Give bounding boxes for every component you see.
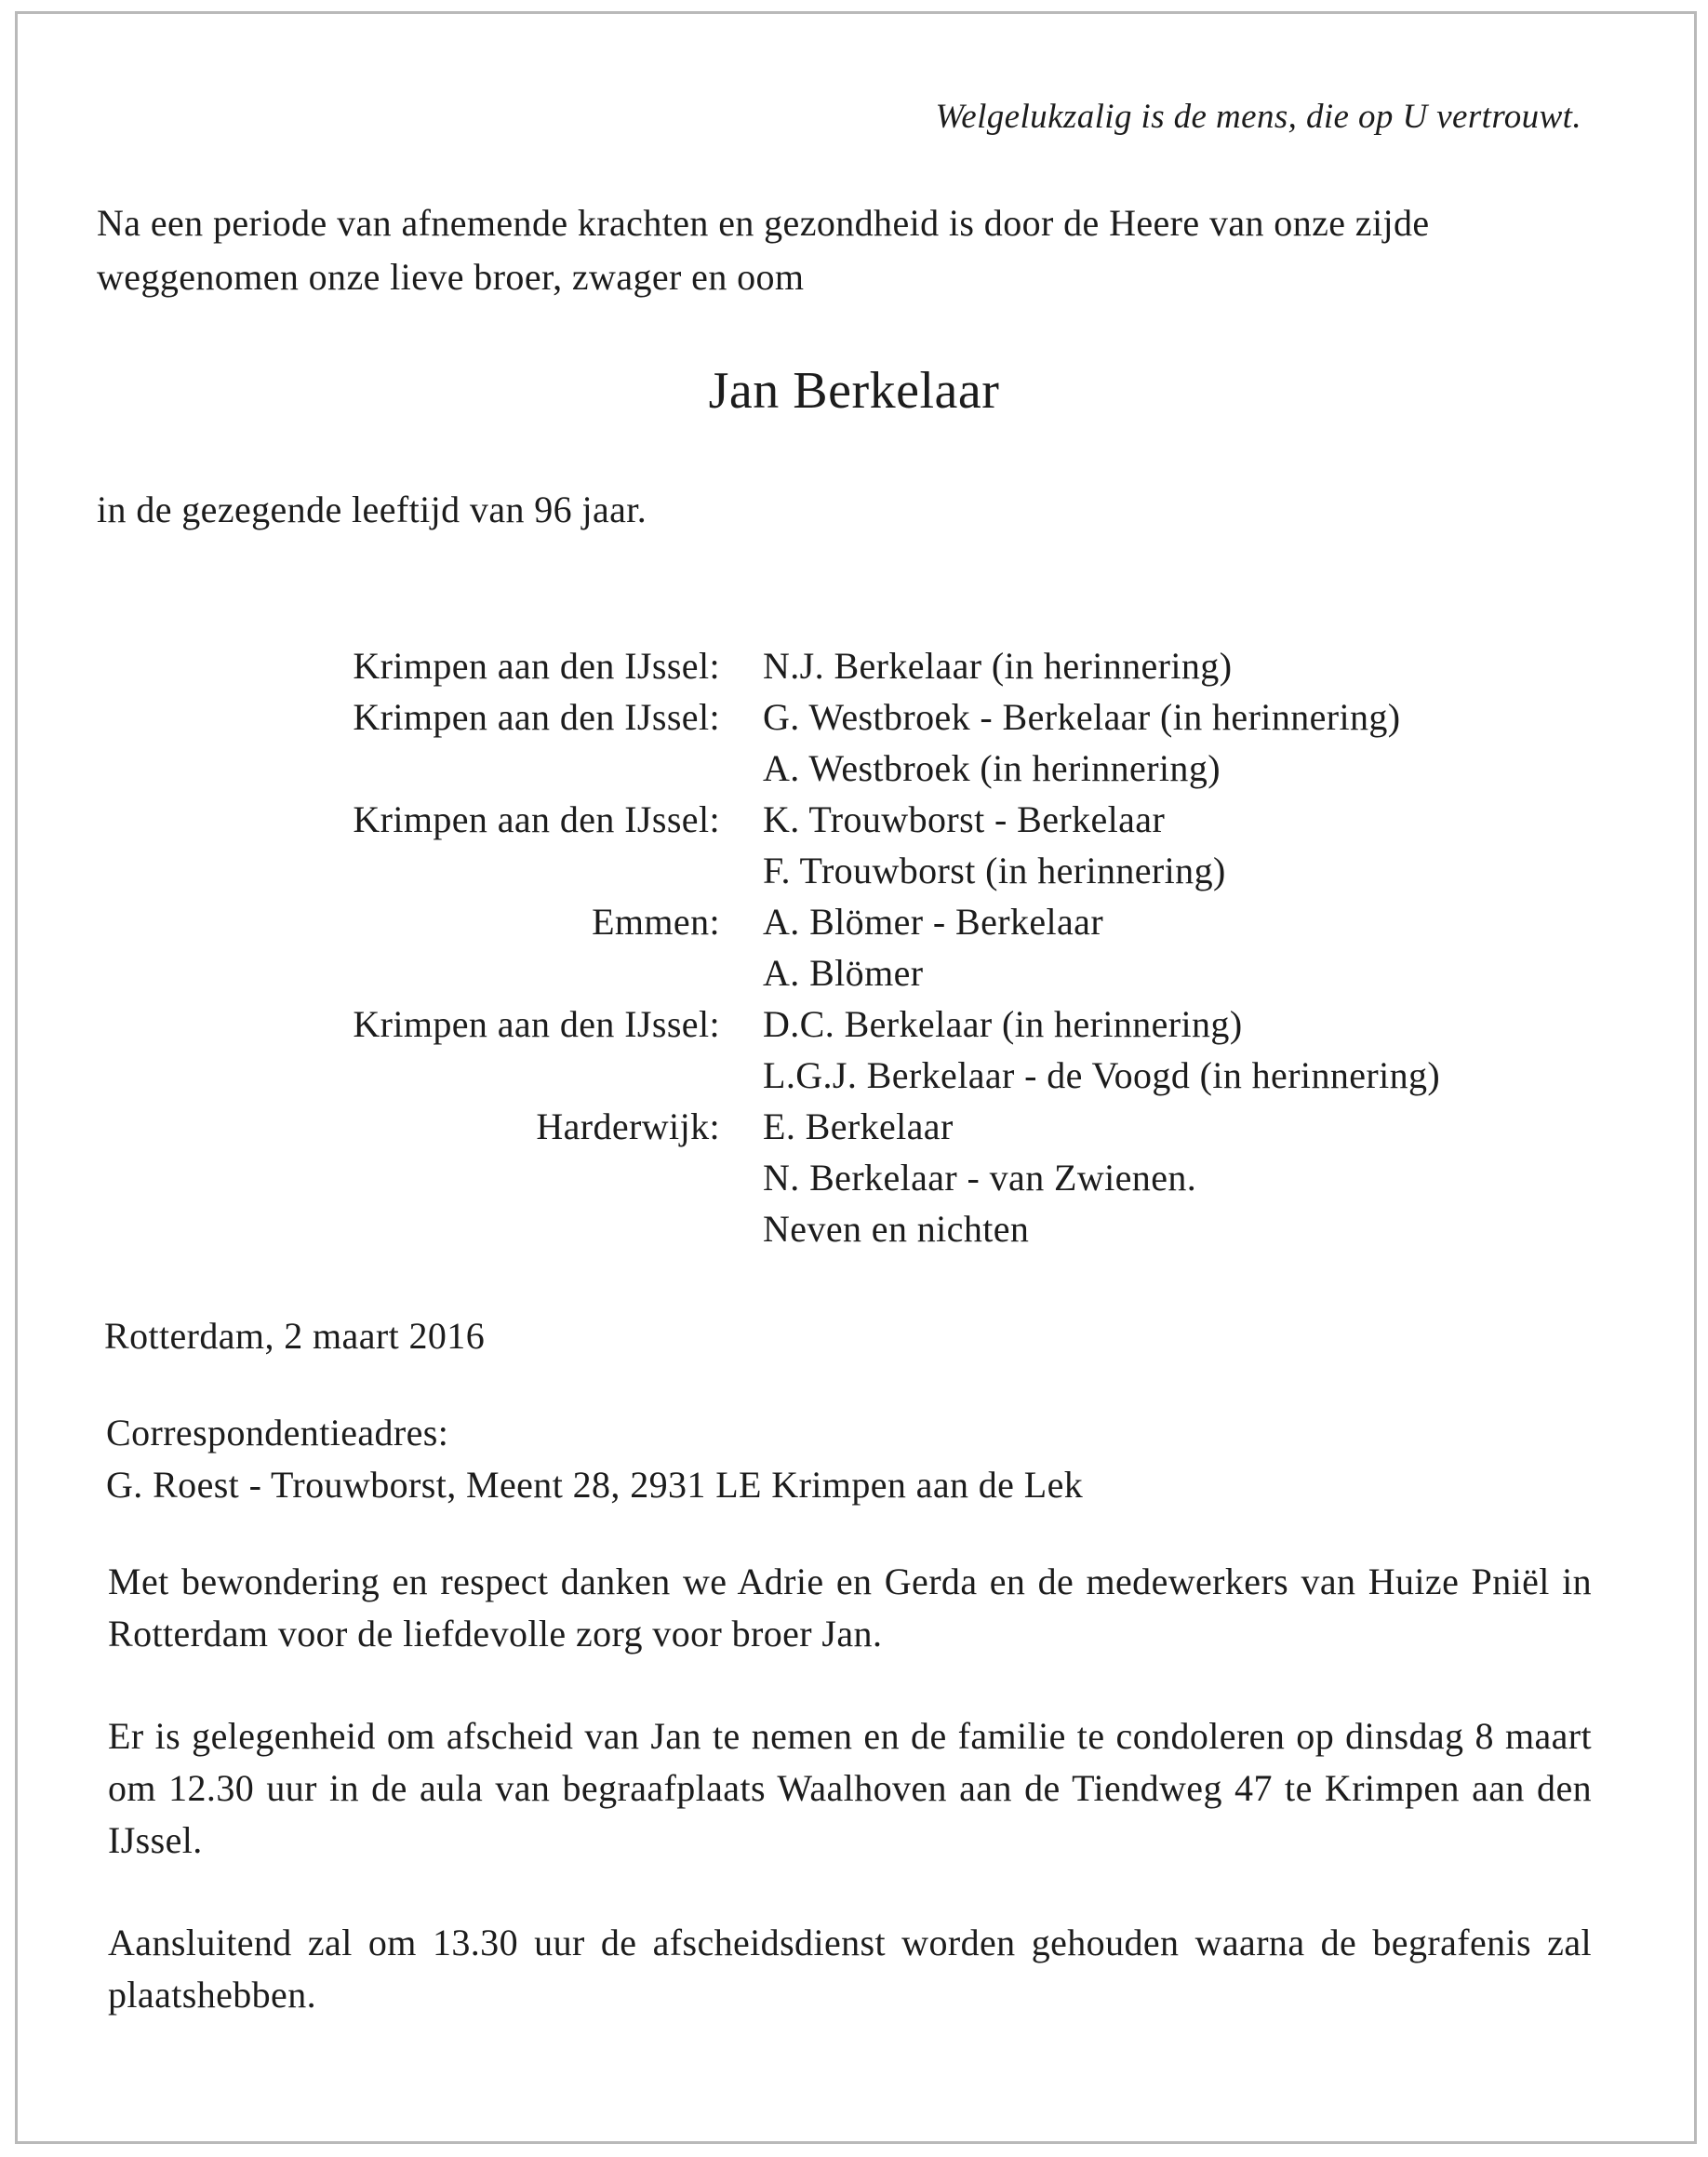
correspondence-address: G. Roest - Trouwborst, Meent 28, 2931 LE Krimpen aan de Lek bbox=[106, 1464, 1084, 1506]
relative-person: F. Trouwborst (in herinnering) bbox=[763, 850, 1226, 891]
age-line: in de gezegende leeftijd van 96 jaar. bbox=[97, 489, 647, 530]
intro-line-1: Na een periode van afnemende krachten en gezondheid is door de Heere van onze zijde bbox=[97, 202, 1430, 244]
relative-person: E. Berkelaar bbox=[763, 1105, 954, 1147]
relative-place: Emmen: bbox=[592, 901, 720, 943]
condolence-paragraph: Er is gelegenheid om afscheid van Jan te nemen en de familie te condoleren op dinsdag 8 maart om 12.30 uur in de aula van begraafplaats Waalhoven aan de Tiendweg 47 te Krimpen aan den IJssel. bbox=[108, 1715, 1592, 1861]
relative-person: G. Westbroek - Berkelaar (in herinnering) bbox=[763, 696, 1401, 738]
place-date: Rotterdam, 2 maart 2016 bbox=[104, 1315, 486, 1357]
deceased-name: Jan Berkelaar bbox=[708, 362, 1000, 420]
correspondence-label: Correspondentieadres: bbox=[106, 1412, 449, 1454]
thanks-paragraph: Met bewondering en respect danken we Adrie en Gerda en de medewerkers van Huize Pniël in Rotterdam voor de liefdevolle zorg voor broer Jan. bbox=[108, 1561, 1592, 1655]
motto-verse: Welgelukzalig is de mens, die op U vertrouwt. bbox=[935, 98, 1581, 136]
relative-person: N. Berkelaar - van Zwienen. bbox=[763, 1157, 1197, 1199]
relative-person: K. Trouwborst - Berkelaar bbox=[763, 798, 1166, 840]
relative-person: Neven en nichten bbox=[763, 1208, 1030, 1250]
relative-place: Krimpen aan den IJssel: bbox=[353, 696, 720, 738]
relative-person: N.J. Berkelaar (in herinnering) bbox=[763, 645, 1233, 687]
relative-place: Harderwijk: bbox=[536, 1105, 720, 1147]
relative-person: A. Blömer - Berkelaar bbox=[763, 901, 1104, 943]
relative-place: Krimpen aan den IJssel: bbox=[353, 645, 720, 687]
funeral-service-paragraph: Aansluitend zal om 13.30 uur de afscheidsdienst worden gehouden waarna de begrafenis zal plaatshebben. bbox=[108, 1922, 1592, 2016]
relative-person: A. Westbroek (in herinnering) bbox=[763, 747, 1221, 789]
relative-person: A. Blömer bbox=[763, 952, 924, 994]
relative-person: D.C. Berkelaar (in herinnering) bbox=[763, 1003, 1243, 1045]
relative-place: Krimpen aan den IJssel: bbox=[353, 1003, 720, 1045]
relative-place: Krimpen aan den IJssel: bbox=[353, 798, 720, 840]
intro-line-2: weggenomen onze lieve broer, zwager en oom bbox=[97, 256, 805, 298]
relative-person: L.G.J. Berkelaar - de Voogd (in herinnering) bbox=[763, 1054, 1441, 1096]
